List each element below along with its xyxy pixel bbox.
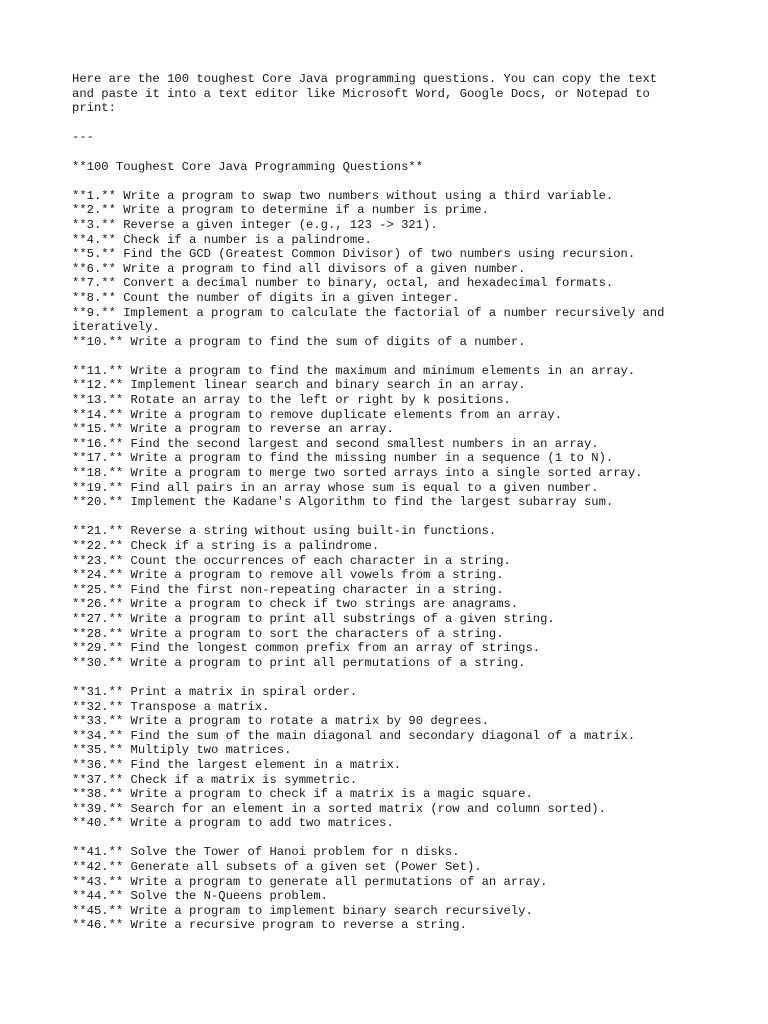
- question-line: **35.** Multiply two matrices.: [72, 743, 292, 758]
- question-line: **46.** Write a recursive program to reverse a string.: [72, 918, 467, 933]
- question-line: **28.** Write a program to sort the characters of a string.: [72, 626, 504, 641]
- question-line: **45.** Write a program to implement binary search recursively.: [72, 903, 533, 918]
- question-line: iteratively.: [72, 320, 160, 335]
- question-line: **31.** Print a matrix in spiral order.: [72, 684, 358, 699]
- question-line: **2.** Write a program to determine if a number is prime.: [72, 203, 489, 218]
- question-line: **19.** Find all pairs in an array whose sum is equal to a given number.: [72, 480, 599, 495]
- question-line: **10.** Write a program to find the sum of digits of a number.: [72, 334, 526, 349]
- blank-line: [72, 116, 712, 131]
- intro-line: print:: [72, 101, 116, 116]
- question-line: **1.** Write a program to swap two numbers without using a third variable.: [72, 188, 614, 203]
- document-body: [72, 72, 712, 933]
- question-line: **29.** Find the longest common prefix from an array of strings.: [72, 641, 541, 656]
- separator-line: ---: [72, 130, 94, 145]
- blank-line: [72, 831, 712, 846]
- question-line: **22.** Check if a string is a palindrome.: [72, 539, 380, 553]
- question-line: **13.** Rotate an array to the left or right by k positions.: [72, 393, 511, 408]
- question-line: **32.** Transpose a matrix.: [72, 699, 270, 714]
- question-line: **43.** Write a program to generate all permutations of an array.: [72, 874, 548, 889]
- question-line: **7.** Convert a decimal number to binary, octal, and hexadecimal formats.: [72, 276, 614, 291]
- question-line: **17.** Write a program to find the missing number in a sequence (1 to N).: [72, 451, 614, 466]
- blank-line: [72, 349, 712, 364]
- question-line: **26.** Write a program to check if two strings are anagrams.: [72, 597, 519, 612]
- question-line: **38.** Write a program to check if a matrix is a magic square.: [72, 787, 533, 802]
- question-line: **9.** Implement a program to calculate the factorial of a number recursively and: [72, 305, 665, 320]
- question-line: **11.** Write a program to find the maximum and minimum elements in an array.: [72, 363, 636, 378]
- blank-line: [72, 174, 712, 189]
- question-line: **15.** Write a program to reverse an array.: [72, 422, 394, 437]
- question-line: **25.** Find the first non-repeating character in a string.: [72, 582, 504, 597]
- question-line: **23.** Count the occurrences of each character in a string.: [72, 553, 511, 568]
- question-line: **5.** Find the GCD (Greatest Common Divisor) of two numbers using recursion.: [72, 247, 636, 262]
- document-heading: **100 Toughest Core Java Programming Questions**: [72, 159, 424, 174]
- intro-line: and paste it into a text editor like Microsoft Word, Google Docs, or Notepad to: [72, 86, 650, 101]
- question-line: **37.** Check if a matrix is symmetric.: [72, 772, 358, 787]
- question-line: **33.** Write a program to rotate a matrix by 90 degrees.: [72, 714, 489, 729]
- question-line: **6.** Write a program to find all divisors of a given number.: [72, 261, 526, 276]
- question-line: **18.** Write a program to merge two sorted arrays into a single sorted array.: [72, 466, 643, 481]
- question-line: **3.** Reverse a given integer (e.g., 123 -> 321).: [72, 217, 438, 232]
- question-line: **34.** Find the sum of the main diagonal and secondary diagonal of a matrix.: [72, 728, 636, 743]
- question-line: **36.** Find the largest element in a matrix.: [72, 757, 402, 772]
- question-line: **16.** Find the second largest and second smallest numbers in an array.: [72, 436, 599, 451]
- question-line: **8.** Count the number of digits in a given integer.: [72, 290, 460, 305]
- intro-line: Here are the 100 toughest Core Java programming questions. You can copy the text: [72, 72, 658, 86]
- blank-line: [72, 510, 712, 525]
- question-line: **20.** Implement the Kadane's Algorithm to find the largest subarray sum.: [72, 495, 614, 510]
- question-line: **41.** Solve the Tower of Hanoi problem for n disks.: [72, 845, 460, 860]
- question-line: **30.** Write a program to print all permutations of a string.: [72, 655, 526, 670]
- question-line: **27.** Write a program to print all substrings of a given string.: [72, 611, 555, 626]
- question-line: **39.** Search for an element in a sorted matrix (row and column sorted).: [72, 801, 606, 816]
- question-line: **44.** Solve the N-Queens problem.: [72, 889, 328, 904]
- blank-line: [72, 670, 712, 685]
- question-line: **40.** Write a program to add two matrices.: [72, 816, 394, 831]
- question-line: **24.** Write a program to remove all vowels from a string.: [72, 568, 504, 583]
- question-line: **42.** Generate all subsets of a given set (Power Set).: [72, 860, 482, 875]
- blank-line: [72, 145, 712, 160]
- question-line: **12.** Implement linear search and binary search in an array.: [72, 378, 526, 393]
- question-line: **21.** Reverse a string without using built-in functions.: [72, 524, 497, 539]
- question-line: **14.** Write a program to remove duplicate elements from an array.: [72, 407, 563, 422]
- question-line: **4.** Check if a number is a palindrome.: [72, 232, 372, 247]
